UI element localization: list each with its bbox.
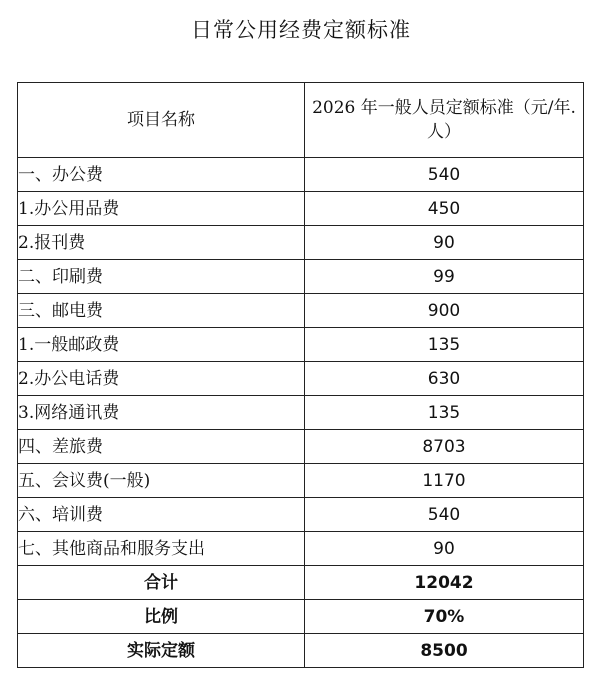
table-row (18, 430, 584, 464)
item-value: 540 (305, 158, 584, 192)
total-label: 合计 (18, 566, 305, 600)
item-name: 3.网络通讯费 (18, 396, 305, 430)
item-value: 135 (305, 328, 584, 362)
item-name: 一、办公费 (18, 158, 305, 192)
quota-table (17, 82, 584, 668)
item-name: 五、会议费(一般) (18, 464, 305, 498)
item-value: 99 (305, 260, 584, 294)
item-name: 二、印刷费 (18, 260, 305, 294)
table-row (18, 226, 584, 260)
table-row (18, 294, 584, 328)
ratio-value: 70% (305, 600, 584, 634)
table-row (18, 328, 584, 362)
item-name: 1.一般邮政费 (18, 328, 305, 362)
item-value: 1170 (305, 464, 584, 498)
item-name: 2.办公电话费 (18, 362, 305, 396)
table-body (18, 158, 584, 668)
item-value: 135 (305, 396, 584, 430)
table-row (18, 464, 584, 498)
table-row (18, 532, 584, 566)
table-row (18, 362, 584, 396)
table-row (18, 498, 584, 532)
table-row (18, 396, 584, 430)
table-header (18, 83, 584, 158)
item-value: 900 (305, 294, 584, 328)
item-name: 七、其他商品和服务支出 (18, 532, 305, 566)
actual-quota-row (18, 634, 584, 668)
document-title: 日常公用经费定额标准 (191, 18, 411, 42)
table-row (18, 192, 584, 226)
header-item-name: 项目名称 (18, 83, 305, 158)
item-name: 三、邮电费 (18, 294, 305, 328)
item-value: 8703 (305, 430, 584, 464)
table-row (18, 260, 584, 294)
total-value: 12042 (305, 566, 584, 600)
item-value: 90 (305, 226, 584, 260)
item-name: 六、培训费 (18, 498, 305, 532)
item-name: 2.报刊费 (18, 226, 305, 260)
header-quota-standard: 2026 年一般人员定额标准（元/年.人） (305, 83, 584, 158)
item-value: 450 (305, 192, 584, 226)
ratio-label: 比例 (18, 600, 305, 634)
table-row (18, 158, 584, 192)
item-value: 630 (305, 362, 584, 396)
total-row (18, 566, 584, 600)
actual-quota-value: 8500 (305, 634, 584, 668)
item-value: 540 (305, 498, 584, 532)
ratio-row (18, 600, 584, 634)
actual-quota-label: 实际定额 (18, 634, 305, 668)
header-row (18, 83, 584, 158)
item-name: 1.办公用品费 (18, 192, 305, 226)
item-name: 四、差旅费 (18, 430, 305, 464)
item-value: 90 (305, 532, 584, 566)
